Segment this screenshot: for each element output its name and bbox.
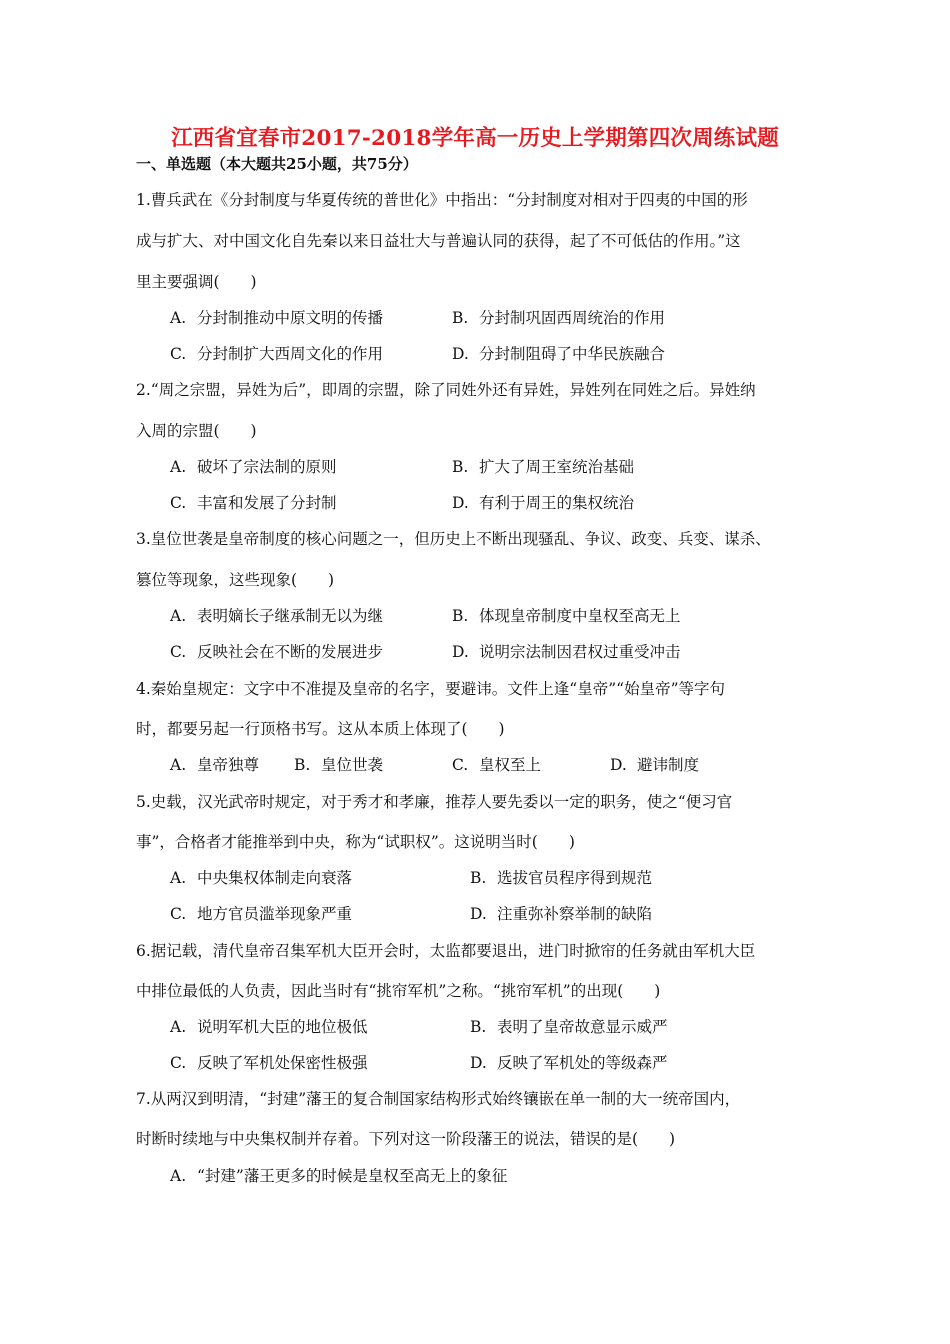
- question-6-line-2: 中排位最低的人负责，因此当时有“挑帘军机”之称。“挑帘军机”的出现( ): [136, 982, 661, 1000]
- question-2-option-a: A. 破坏了宗法制的原则: [170, 458, 337, 476]
- question-3-line-2: 篡位等现象，这些现象( ): [136, 571, 335, 589]
- question-2-option-d: D. 有利于周王的集权统治: [452, 494, 635, 512]
- question-1-option-a: A. 分封制推动中原文明的传播: [170, 309, 384, 327]
- question-5-line-1: 5.史载，汉光武帝时规定，对于秀才和孝廉，推荐人要先委以一定的职务，使之“便习官: [136, 793, 733, 811]
- question-1-option-b: B. 分封制巩固西周统治的作用: [452, 309, 666, 327]
- question-5-option-b: B. 选拔官员程序得到规范: [470, 869, 653, 887]
- question-3-option-b: B. 体现皇帝制度中皇权至高无上: [452, 607, 681, 625]
- question-7-line-1: 7.从两汉到明清，“封建”藩王的复合制国家结构形式始终镶嵌在单一制的大一统帝国内，: [136, 1090, 741, 1108]
- question-1-line-3: 里主要强调( ): [136, 273, 257, 291]
- question-2-line-1: 2.“周之宗盟，异姓为后”，即周的宗盟，除了同姓外还有异姓，异姓列在同姓之后。异姓纳: [136, 381, 756, 399]
- question-4-option-b: B. 皇位世袭: [294, 756, 384, 774]
- section-heading: 一、单选题（本大题共25小题，共75分）: [136, 155, 418, 173]
- document-title: 江西省宜春市2017-2018学年高一历史上学期第四次周练试题: [171, 126, 779, 151]
- question-5-option-c: C. 地方官员滥举现象严重: [170, 905, 353, 923]
- question-5-line-2: 事”，合格者才能推举到中央，称为“试职权”。这说明当时( ): [136, 833, 575, 851]
- question-3-option-d: D. 说明宗法制因君权过重受冲击: [452, 643, 681, 661]
- question-4-line-1: 4.秦始皇规定：文字中不准提及皇帝的名字，要避讳。文件上逢“皇帝”“始皇帝”等字句: [136, 680, 725, 698]
- question-3-line-1: 3.皇位世袭是皇帝制度的核心问题之一，但历史上不断出现骚乱、争议、政变、兵变、谋杀、: [136, 530, 771, 548]
- question-3-option-a: A. 表明嫡长子继承制无以为继: [170, 607, 384, 625]
- question-6-option-a: A. 说明军机大臣的地位极低: [170, 1018, 368, 1036]
- question-7-option-a: A. “封建”藩王更多的时候是皇权至高无上的象征: [170, 1167, 508, 1185]
- question-6-option-d: D. 反映了军机处的等级森严: [470, 1054, 668, 1072]
- question-2-option-b: B. 扩大了周王室统治基础: [452, 458, 635, 476]
- question-6-line-1: 6.据记载，清代皇帝召集军机大臣开会时，太监都要退出，进门时掀帘的任务就由军机大臣: [136, 942, 756, 960]
- question-3-option-c: C. 反映社会在不断的发展进步: [170, 643, 384, 661]
- question-1-line-2: 成与扩大、对中国文化自先秦以来日益壮大与普遍认同的获得，起了不可低估的作用。”这: [136, 232, 741, 250]
- question-4-option-a: A. 皇帝独尊: [170, 756, 260, 774]
- question-1-option-d: D. 分封制阻碍了中华民族融合: [452, 345, 666, 363]
- question-1-option-c: C. 分封制扩大西周文化的作用: [170, 345, 384, 363]
- question-2-line-2: 入周的宗盟( ): [136, 422, 257, 440]
- question-1-line-1: 1.曹兵武在《分封制度与华夏传统的普世化》中指出：“分封制度对相对于四夷的中国的形: [136, 191, 748, 209]
- question-6-option-c: C. 反映了军机处保密性极强: [170, 1054, 368, 1072]
- question-4-line-2: 时，都要另起一行顶格书写。这从本质上体现了( ): [136, 720, 505, 738]
- question-4-option-d: D. 避讳制度: [610, 756, 700, 774]
- question-5-option-a: A. 中央集权体制走向衰落: [170, 869, 353, 887]
- question-4-option-c: C. 皇权至上: [452, 756, 542, 774]
- question-5-option-d: D. 注重弥补察举制的缺陷: [470, 905, 653, 923]
- question-2-option-c: C. 丰富和发展了分封制: [170, 494, 337, 512]
- question-7-line-2: 时断时续地与中央集权制并存着。下列对这一阶段藩王的说法，错误的是( ): [136, 1130, 676, 1148]
- question-6-option-b: B. 表明了皇帝故意显示威严: [470, 1018, 668, 1036]
